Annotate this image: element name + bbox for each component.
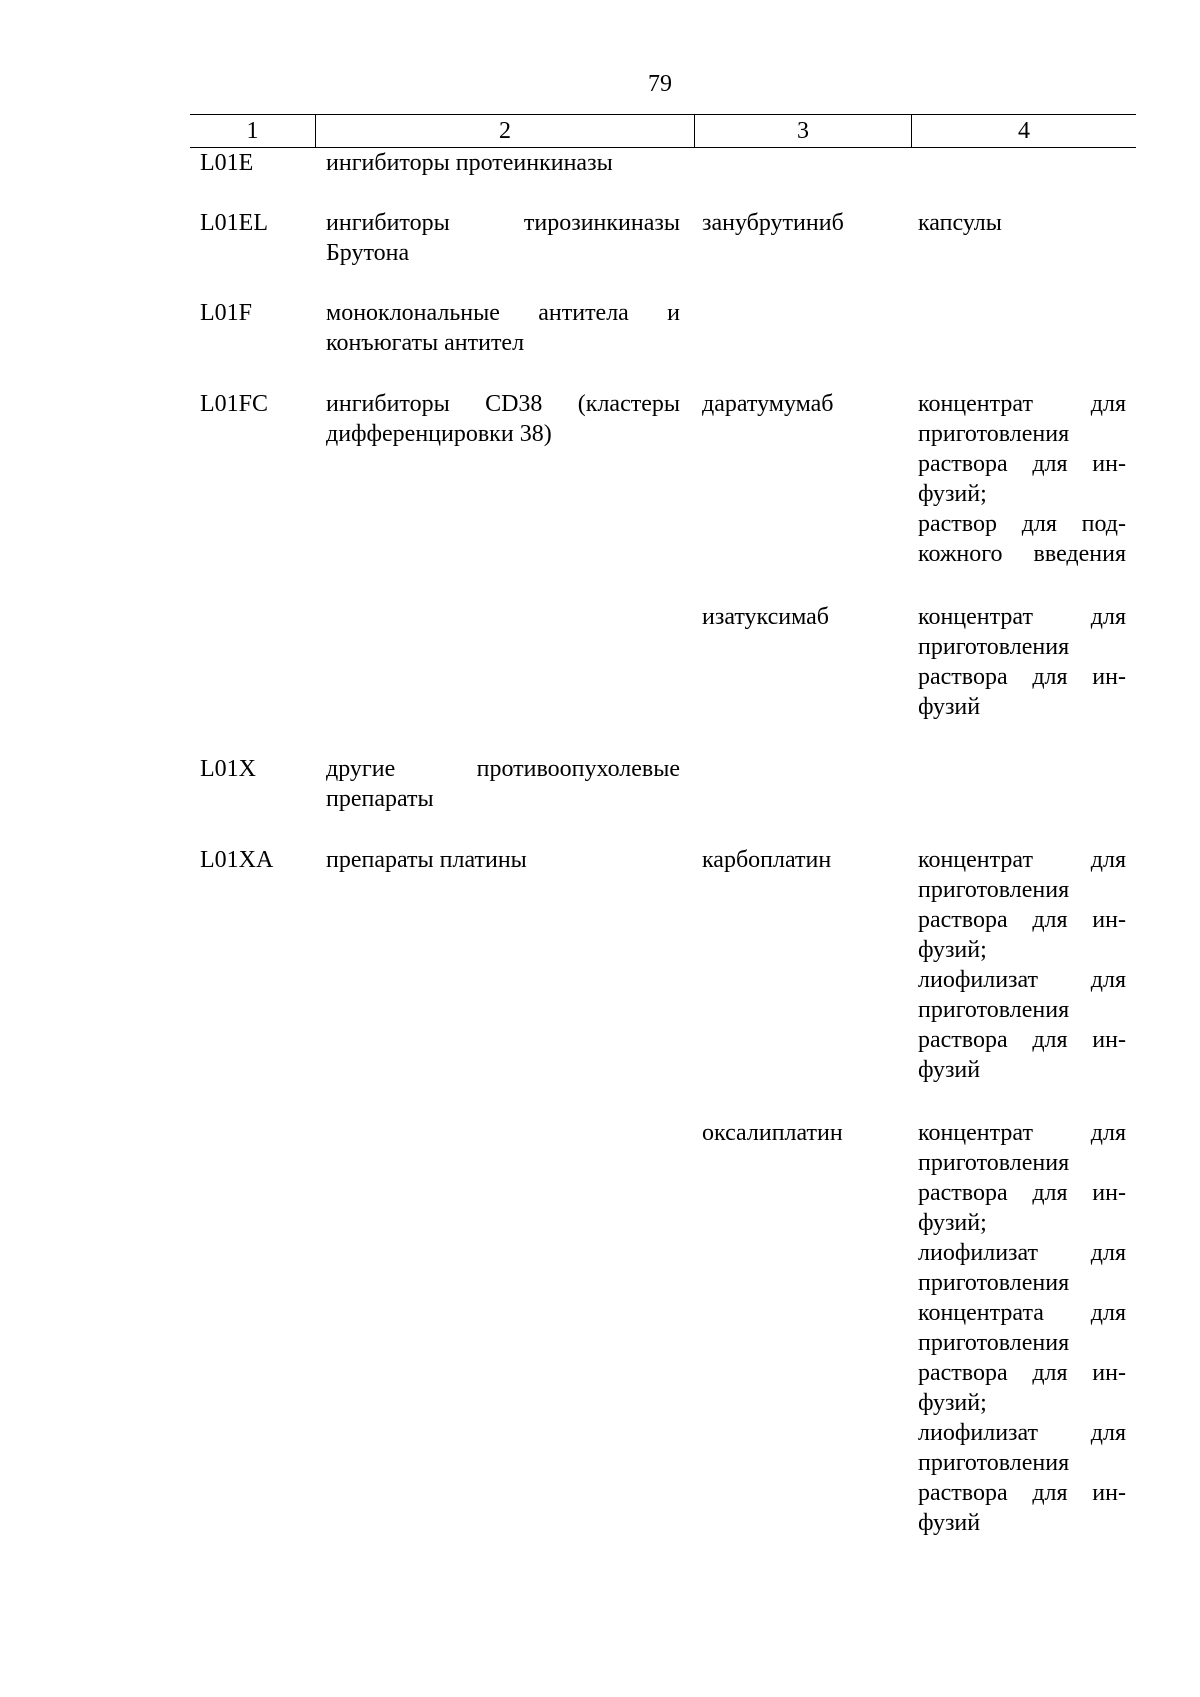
dosage-form-line: раствор для под-: [918, 511, 1126, 537]
dosage-form-line: лиофилизат для: [918, 1240, 1126, 1266]
table-header: [190, 114, 1136, 148]
row-description: [326, 208, 680, 268]
dosage-form: [918, 602, 1126, 722]
description-line: моноклональные антитела и: [326, 300, 680, 326]
drug-name: изатуксимаб: [702, 604, 829, 630]
dosage-form-line: раствора для ин-: [918, 664, 1126, 690]
header-col-4: 4: [1018, 118, 1030, 144]
row-code: L01E: [200, 150, 254, 176]
header-col-3: 3: [797, 118, 809, 144]
row-description: [326, 298, 680, 358]
dosage-form-line: приготовления: [918, 634, 1070, 660]
row-code: L01XA: [200, 847, 274, 873]
header-col-1: 1: [246, 118, 259, 144]
dosage-form-line: концентрат для: [918, 1120, 1126, 1146]
description-line: другие противоопухолевые: [326, 756, 680, 782]
row-code: L01X: [200, 756, 256, 782]
dosage-form-line: раствора для ин-: [918, 1027, 1126, 1053]
description-line: конъюгаты антител: [326, 330, 525, 356]
dosage-form-line: концентрат для: [918, 604, 1126, 630]
row-description: [326, 845, 680, 875]
dosage-form-line: фузий: [918, 1510, 981, 1536]
description-line: препараты платины: [326, 847, 527, 873]
dosage-form: [918, 845, 1126, 1085]
dosage-form-line: концентрата для: [918, 1300, 1126, 1326]
description-line: препараты: [326, 786, 434, 812]
dosage-form-line: фузий: [918, 1057, 981, 1083]
page-number: 79: [648, 71, 672, 97]
dosage-form-line: фузий;: [918, 481, 987, 507]
dosage-form-line: раствора для ин-: [918, 907, 1126, 933]
dosage-form-line: фузий;: [918, 1210, 987, 1236]
dosage-form-line: приготовления: [918, 1270, 1070, 1296]
dosage-form-line: приготовления: [918, 1450, 1070, 1476]
dosage-form-line: концентрат для: [918, 847, 1126, 873]
drug-name: оксалиплатин: [702, 1120, 843, 1146]
dosage-form-line: приготовления: [918, 421, 1070, 447]
dosage-form-line: лиофилизат для: [918, 967, 1126, 993]
dosage-form: [918, 389, 1126, 569]
dosage-form-line: приготовления: [918, 1330, 1070, 1356]
dosage-form-line: раствора для ин-: [918, 1360, 1126, 1386]
drug-name: занубрутиниб: [702, 210, 844, 236]
dosage-form: [918, 1118, 1126, 1538]
dosage-form-line: фузий;: [918, 937, 987, 963]
dosage-form-line: раствора для ин-: [918, 1180, 1126, 1206]
dosage-form-line: фузий;: [918, 1390, 987, 1416]
dosage-form-line: капсулы: [918, 210, 1002, 236]
description-line: Брутона: [326, 240, 410, 266]
row-description: [326, 754, 680, 814]
description-line: ингибиторы тирозинкиназы: [326, 210, 680, 236]
dosage-form-line: кожного введения: [918, 541, 1126, 567]
dosage-form-line: раствора для ин-: [918, 1480, 1126, 1506]
row-code: L01F: [200, 300, 253, 326]
dosage-form-line: концентрат для: [918, 391, 1126, 417]
description-line: ингибиторы CD38 (кластеры: [326, 391, 680, 417]
description-line: дифференцировки 38): [326, 421, 552, 447]
header-col-2: 2: [499, 118, 511, 144]
dosage-form: [918, 208, 1126, 238]
dosage-form-line: приготовления: [918, 997, 1070, 1023]
dosage-form-line: фузий: [918, 694, 981, 720]
drug-name: даратумумаб: [702, 391, 834, 417]
row-code: L01FC: [200, 391, 269, 417]
dosage-form-line: приготовления: [918, 877, 1070, 903]
row-description: [326, 389, 680, 449]
drug-name: карбоплатин: [702, 847, 832, 873]
row-code: L01EL: [200, 210, 268, 236]
dosage-form-line: лиофилизат для: [918, 1420, 1126, 1446]
row-description: [326, 148, 680, 178]
dosage-form-line: раствора для ин-: [918, 451, 1126, 477]
description-line: ингибиторы протеинкиназы: [326, 150, 613, 176]
dosage-form-line: приготовления: [918, 1150, 1070, 1176]
